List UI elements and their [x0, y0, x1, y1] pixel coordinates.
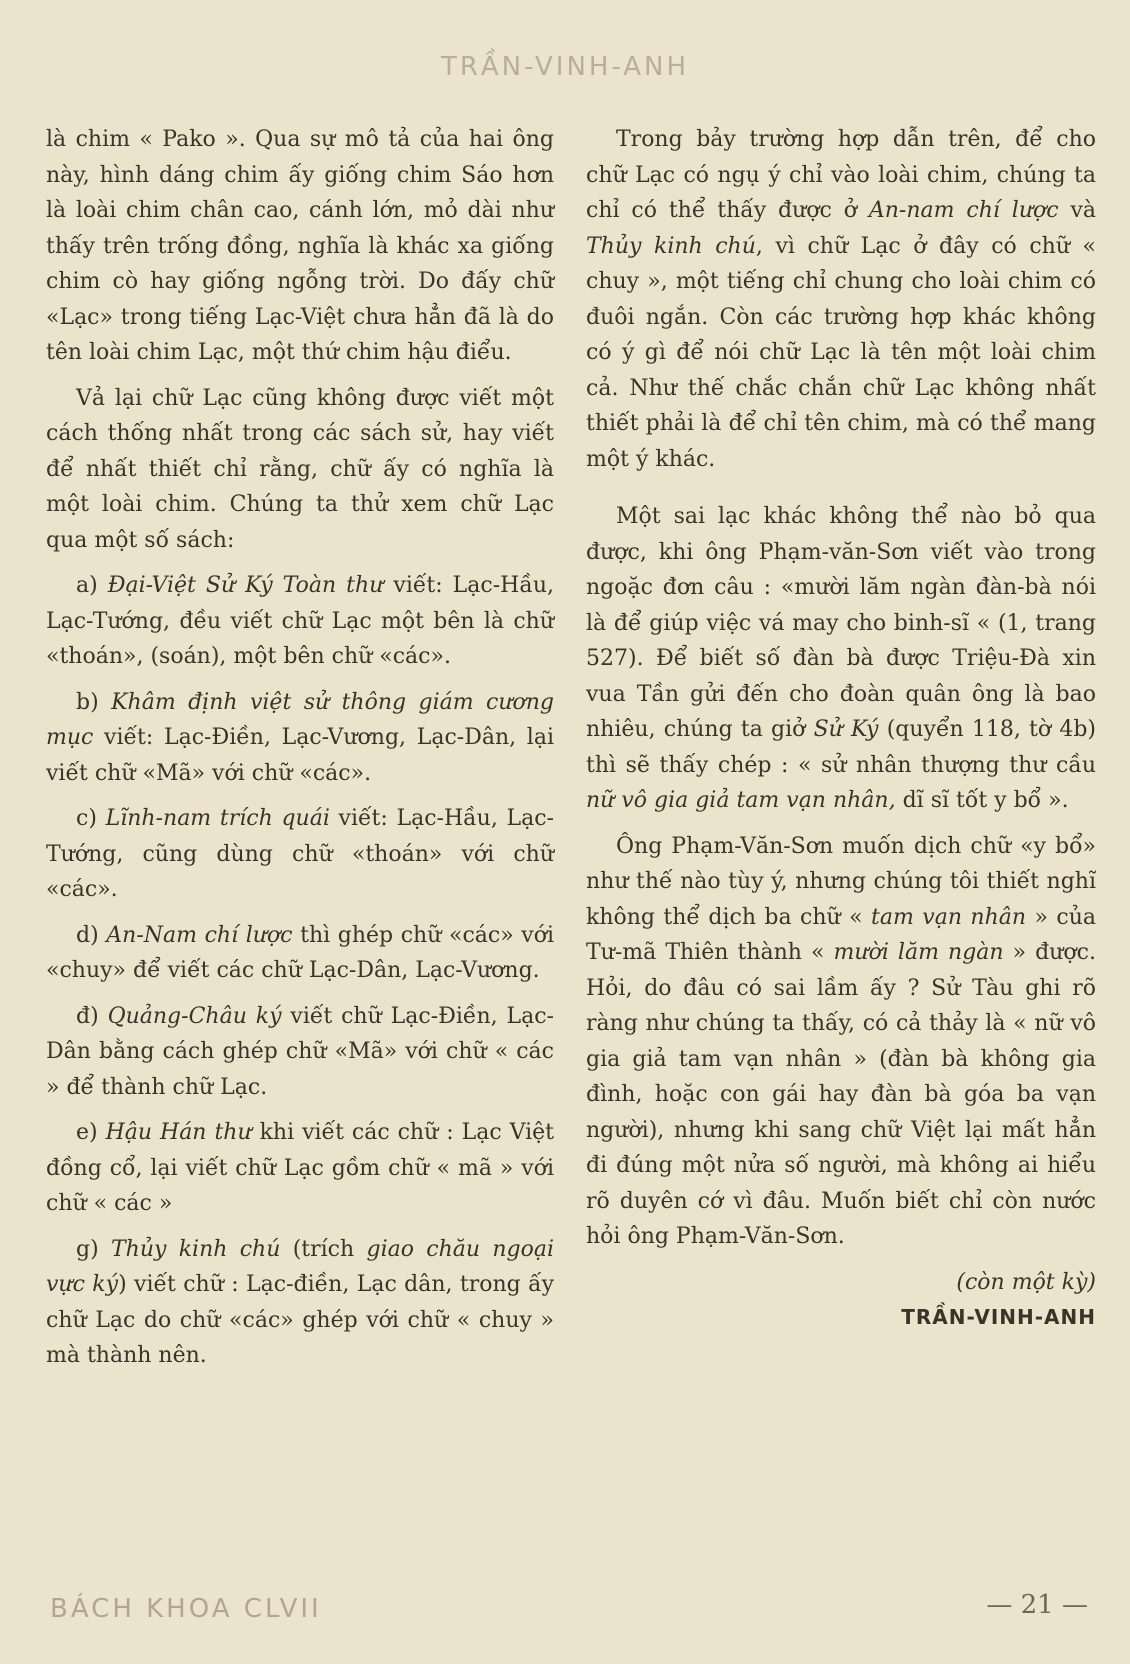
text-run: » được. Hỏi, do đâu có sai lầm ấy ? Sử Tàu ghi rõ ràng như chúng ta thấy, có cả thảy là « nữ vô gia giả tam vạn nhân » (đàn bà không gia đình, hoặc con gái hay đàn bà góa ba vạn người), nhưng khi sang chữ Việt lại mất hẳn đi đúng một nửa số người, mà không ai hiểu rõ duyên cớ vì đâu. Muốn biết chỉ còn nước hỏi ông Phạm-Văn-Sơn.	[586, 940, 1096, 1249]
list-item-c	[46, 801, 554, 908]
text-run: Ông Phạm-Văn-Sơn muốn dịch chữ «y bổ» như thế nào tùy ý, nhưng chúng tôi thiết nghĩ không thể dịch ba chữ «	[586, 833, 1096, 930]
page-number: — 21 —	[986, 1590, 1088, 1620]
book-title: An-Nam chí lược	[106, 922, 293, 948]
list-text: viết chữ Lạc-Điền, Lạc-Dân bằng cách ghép chữ «Mã» với chữ « các » để thành chữ Lạc.	[46, 1003, 554, 1100]
quoted-phrase: mười lăm ngàn	[833, 940, 1004, 965]
footer-magazine: BÁCH KHOA CLVII	[50, 1594, 322, 1624]
text-run: , vì chữ Lạc ở đây có chữ « chuy », một tiếng chỉ chung cho loài chim có đuôi ngắn. Còn các trường hợp khác không có ý gì để nói chữ Lạc là tên một loài chim cả. Như thế chắc chắn chữ Lạc không nhất thiết phải là để chỉ tên chim, mà có thể mang một ý khác.	[586, 233, 1096, 472]
book-title: Thủy kinh chú	[110, 1236, 281, 1262]
book-title: Đại-Việt Sử Ký Toàn thư	[107, 573, 384, 598]
book-title: Khâm định việt sử thông giám cương mục	[46, 689, 554, 750]
list-text: khi viết các chữ : Lạc Việt đồng cổ, lại viết chữ Lạc gồm chữ « mã » với chữ « các »	[46, 1120, 554, 1216]
list-item-a	[46, 568, 554, 675]
list-text: thì ghép chữ «các» với «chuy» để viết các chữ Lạc-Dân, Lạc-Vương.	[46, 922, 554, 983]
list-marker: c)	[76, 806, 97, 831]
author-signature: TRẦN-VINH-ANH	[901, 1305, 1096, 1329]
text-run: » của Tư-mã Thiên thành «	[586, 904, 1096, 965]
book-title: Lĩnh-nam trích quái	[105, 806, 330, 831]
list-marker: e)	[76, 1120, 98, 1145]
right-column	[586, 122, 1096, 1336]
book-title: Thủy kinh chú	[586, 233, 756, 259]
right-paragraph-1	[586, 122, 1096, 477]
text-run: và	[1058, 198, 1096, 223]
list-marker: b)	[76, 689, 99, 715]
list-item-e	[46, 1115, 554, 1222]
book-title: Quảng-Châu ký	[107, 1003, 282, 1029]
book-title: An-nam chí lược	[868, 198, 1059, 223]
list-item-d	[46, 918, 554, 989]
list-marker: g)	[76, 1236, 99, 1262]
quoted-phrase: nữ vô gia giả tam vạn nhân,	[586, 788, 896, 813]
list-item-b	[46, 685, 554, 792]
continued-note: (còn một kỳ)	[956, 1269, 1096, 1295]
list-text-2: ) viết chữ : Lạc-điền, Lạc dân, trong ấy chữ Lạc do chữ «các» ghép với chữ « chuy » mà thành nên.	[46, 1272, 555, 1368]
list-text: viết: Lạc-Hầu, Lạc-Tướng, đều viết chữ Lạc một bên là chữ «thoán», (soán), một bên chữ «các».	[46, 573, 554, 669]
running-head: TRẦN-VINH-ANH	[440, 52, 690, 82]
list-text: viết: Lạc-Điền, Lạc-Vương, Lạc-Dân, lại viết chữ «Mã» với chữ «các».	[46, 725, 554, 786]
book-title: Hậu Hán thư	[105, 1120, 252, 1145]
quoted-phrase: tam vạn nhân	[871, 904, 1027, 930]
right-paragraph-2	[586, 499, 1096, 819]
list-item-dd	[46, 999, 554, 1106]
list-marker: d)	[76, 922, 99, 948]
left-column	[46, 122, 554, 1374]
list-text: (trích	[280, 1236, 367, 1262]
list-marker: đ)	[76, 1003, 99, 1029]
book-title-2: giao chău ngoại vực ký	[46, 1236, 554, 1297]
book-title: Sử Ký	[813, 717, 879, 742]
text-run: Một sai lạc khác không thể nào bỏ qua được, khi ông Phạm-văn-Sơn viết vào trong ngoặc đơn câu : «mười lăm ngàn đàn-bà nói là để giúp việc vá may cho binh-sĩ « (1, trang 527). Để biết số đàn bà được Triệu-Đà xin vua Tần gửi đến cho đoàn quân ông là bao nhiêu, chúng ta giở	[586, 504, 1096, 742]
left-paragraph-2: Vả lại chữ Lạc cũng không được viết một cách thống nhất trong các sách sử, hay viết để nhất thiết chỉ rằng, chữ ấy có nghĩa là một loài chim. Chúng ta thử xem chữ Lạc qua một số sách:	[46, 385, 554, 553]
text-run: (quyển 118, tờ 4b) thì sẽ thấy chép : « sử nhân thượng thư cầu	[586, 717, 1096, 778]
list-marker: a)	[76, 573, 98, 598]
text-run: Trong bảy trường hợp dẫn trên, để cho chữ Lạc có ngụ ý chỉ vào loài chim, chúng ta chỉ có thể thấy được ở	[586, 127, 1096, 223]
text-run: dĩ sĩ tốt y bổ ».	[895, 788, 1069, 813]
list-text: viết: Lạc-Hầu, Lạc-Tướng, cũng dùng chữ «thoán» với chữ «các».	[46, 806, 554, 902]
left-paragraph-1: là chim « Pako ». Qua sự mô tả của hai ông này, hình dáng chim ấy giống chim Sáo hơn là loài chim chân cao, cánh lớn, mỏ dài như thấy trên trống đồng, nghĩa là khác xa giống chim cò hay giống ngỗng trời. Do đấy chữ «Lạc» trong tiếng Lạc-Việt chưa hẳn đã là do tên loài chim Lạc, một thứ chim hậu điểu.	[46, 127, 554, 365]
right-paragraph-3	[586, 829, 1096, 1255]
list-item-g	[46, 1232, 554, 1374]
